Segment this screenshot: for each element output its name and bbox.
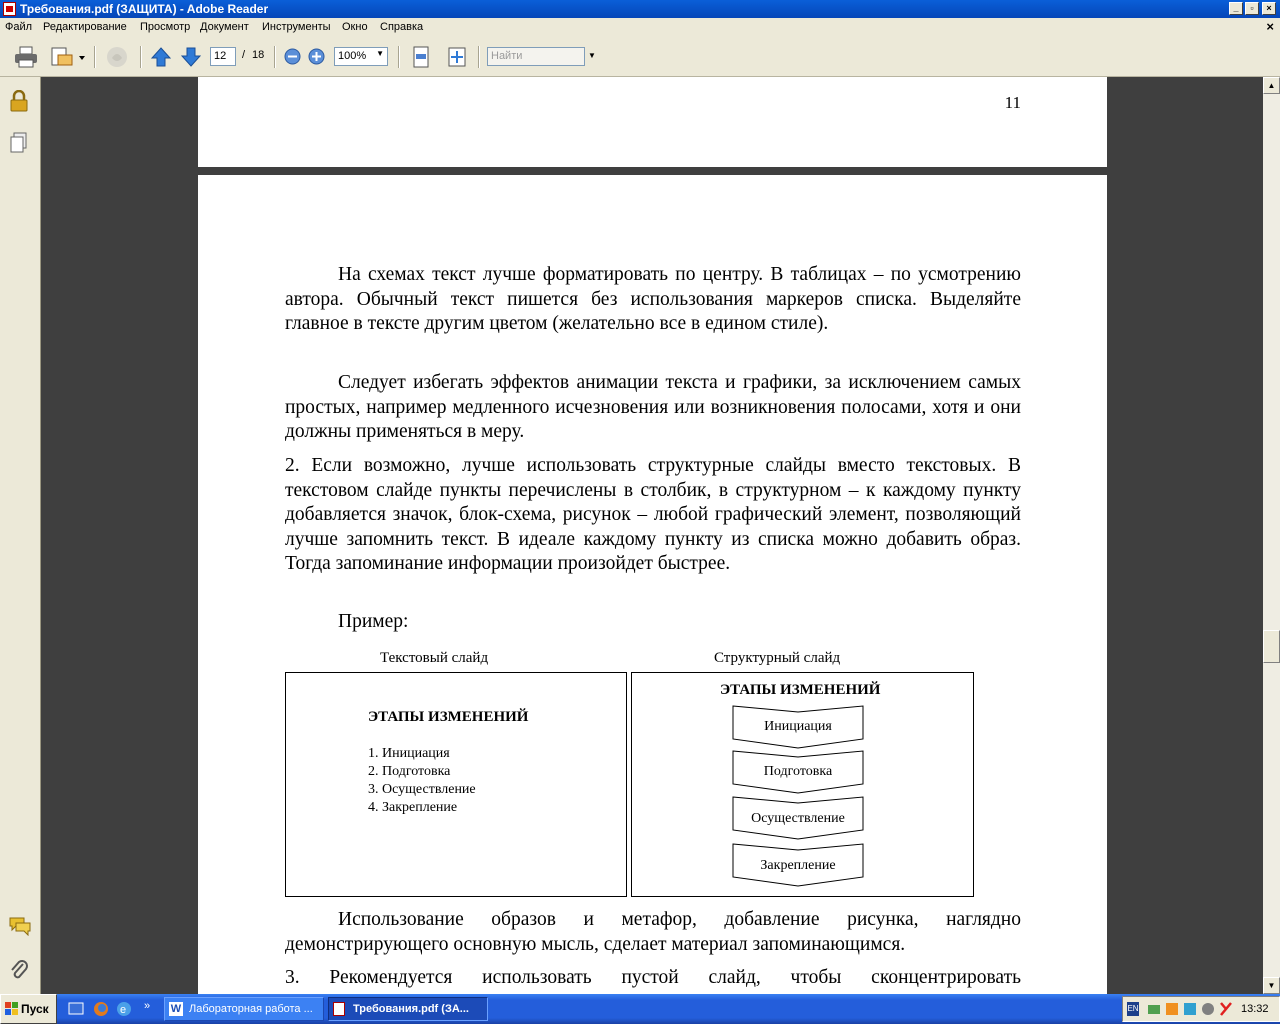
- page-number-label: 11: [1004, 93, 1021, 112]
- next-page-icon[interactable]: [181, 47, 201, 67]
- fit-width-icon[interactable]: [446, 46, 468, 68]
- chevron-down-icon: ▼: [376, 49, 384, 58]
- search-options-icon[interactable]: ▼: [588, 51, 596, 60]
- start-button[interactable]: [0, 994, 57, 1024]
- paragraph-5: 3. Рекомендуется использовать пустой слайд, чтобы сконцентрировать: [285, 967, 1021, 988]
- window-title: Требования.pdf (ЗАЩИТА) - Adobe Reader: [20, 2, 269, 16]
- word-icon: W: [170, 1003, 182, 1015]
- show-desktop-icon[interactable]: [68, 1001, 84, 1017]
- chevron-step: [732, 750, 864, 794]
- menu-document[interactable]: Документ: [200, 21, 249, 33]
- title-bar: [0, 0, 1280, 18]
- total-pages: 18: [252, 49, 265, 61]
- menu-view[interactable]: Просмотр: [140, 21, 191, 33]
- language-indicator[interactable]: EN: [1127, 1002, 1139, 1016]
- zoom-select[interactable]: [334, 47, 388, 66]
- comments-icon[interactable]: [8, 916, 32, 936]
- structure-slide-caption: Структурный слайд: [714, 650, 841, 666]
- start-label: Пуск: [21, 1002, 49, 1016]
- example-label: Пример:: [338, 611, 409, 632]
- maximize-button[interactable]: ▫: [1245, 2, 1259, 15]
- navigation-pane: [0, 77, 41, 994]
- text-slide-box: [285, 672, 627, 897]
- list-item: 4. Закрепление: [368, 800, 458, 815]
- fit-page-icon[interactable]: [411, 46, 431, 68]
- paragraph-2: Следует избегать эффектов анимации текста и графики, за исключением самых простых, например медленного исчезновения или возникновения полосами, хотя и они должны применяться в меру.: [285, 372, 1021, 442]
- menu-bar: [0, 18, 1280, 38]
- firefox-icon[interactable]: [93, 1001, 109, 1017]
- print-icon[interactable]: [14, 46, 38, 68]
- chevron-step: [732, 705, 864, 749]
- step-label: Подготовка: [763, 764, 833, 779]
- toolbar: [0, 38, 1280, 77]
- task-label: Требования.pdf (ЗА...: [353, 1003, 469, 1015]
- task-label: Лабораторная работа ...: [189, 1003, 313, 1015]
- email-icon[interactable]: [50, 46, 86, 68]
- scroll-thumb[interactable]: [1263, 630, 1280, 663]
- system-tray: [1122, 996, 1280, 1022]
- menu-file[interactable]: Файл: [5, 21, 33, 33]
- scroll-down-button[interactable]: ▼: [1263, 977, 1280, 994]
- task-adobe-reader[interactable]: [328, 997, 488, 1021]
- update-icon[interactable]: [1183, 1002, 1197, 1016]
- task-word[interactable]: [164, 997, 324, 1021]
- taskbar: [0, 994, 1280, 1024]
- menu-tools[interactable]: Инструменты: [262, 21, 331, 33]
- structure-slide-box: [631, 672, 974, 897]
- kaspersky-icon[interactable]: [1219, 1002, 1233, 1016]
- page-separator: /: [242, 49, 246, 61]
- menu-edit[interactable]: Редактирование: [43, 21, 127, 33]
- pdf-page-12: [198, 175, 1107, 994]
- minimize-button[interactable]: _: [1229, 2, 1243, 15]
- step-label: Закрепление: [760, 858, 836, 873]
- hand-tool-icon[interactable]: [104, 45, 130, 69]
- close-button[interactable]: ×: [1262, 2, 1276, 15]
- step-label: Осуществление: [751, 811, 845, 826]
- attachments-icon[interactable]: [9, 958, 29, 982]
- clock: 13:32: [1241, 1003, 1269, 1015]
- step-label: Инициация: [764, 719, 832, 734]
- scroll-up-button[interactable]: ▲: [1263, 77, 1280, 94]
- antivirus-icon[interactable]: [1165, 1002, 1179, 1016]
- zoom-in-icon[interactable]: [308, 48, 325, 65]
- page-number-input[interactable]: 12: [210, 47, 236, 66]
- pages-icon[interactable]: [9, 132, 29, 154]
- chevron-step: [732, 796, 864, 840]
- chevron-step: [732, 843, 864, 887]
- pdf-icon: [3, 2, 16, 16]
- vertical-scrollbar[interactable]: [1263, 77, 1280, 994]
- pdf-icon: [333, 1002, 345, 1016]
- overflow-chevron-icon[interactable]: »: [144, 1000, 151, 1012]
- paragraph-1: На схемах текст лучше форматировать по центру. В таблицах – по усмотрению автора. Обычный текст пишется без использования маркеров списка. Выделяйте главное в тексте другим цветом (желательно все в едином стиле).: [285, 264, 1021, 334]
- network-icon[interactable]: [1147, 1002, 1161, 1016]
- prev-page-icon[interactable]: [151, 47, 171, 67]
- ie-icon[interactable]: [116, 1001, 132, 1017]
- text-slide-caption: Текстовый слайд: [380, 650, 489, 666]
- windows-logo-icon: [5, 1002, 19, 1016]
- paragraph-3: 2. Если возможно, лучше использовать структурные слайды вместо текстовых. В текстовом слайде пункты перечислены в столбик, в структурном – к каждому пункту добавляется значок, блок-схема, рисунок – любой графический элемент, позволяющий лучше запомнить текст. В идеале каждому пункту из списка можно добавить образ. Тогда запоминание информации произойдет быстрее.: [285, 455, 1021, 574]
- tray-app-icon[interactable]: [1201, 1002, 1215, 1016]
- zoom-value: 100%: [338, 50, 367, 62]
- structure-slide-title: ЭТАПЫ ИЗМЕНЕНИЙ: [720, 682, 881, 698]
- search-input[interactable]: Найти: [487, 47, 585, 66]
- paragraph-4: Использование образов и метафор, добавление рисунка, наглядно демонстрирующего основную мысль, сделает материал запоминающимся.: [285, 909, 1021, 955]
- lock-icon[interactable]: [9, 90, 29, 112]
- menu-help[interactable]: Справка: [380, 21, 424, 33]
- text-slide-title: ЭТАПЫ ИЗМЕНЕНИЙ: [368, 709, 529, 725]
- pdf-page-11: [198, 77, 1107, 167]
- list-item: 1. Инициация: [368, 746, 450, 761]
- list-item: 3. Осуществление: [368, 782, 476, 797]
- document-close-icon[interactable]: ×: [1266, 19, 1274, 34]
- document-view[interactable]: [41, 77, 1263, 994]
- svg-text:e: e: [120, 1004, 127, 1016]
- list-item: 2. Подготовка: [368, 764, 451, 779]
- menu-window[interactable]: Окно: [342, 21, 368, 33]
- zoom-out-icon[interactable]: [284, 48, 301, 65]
